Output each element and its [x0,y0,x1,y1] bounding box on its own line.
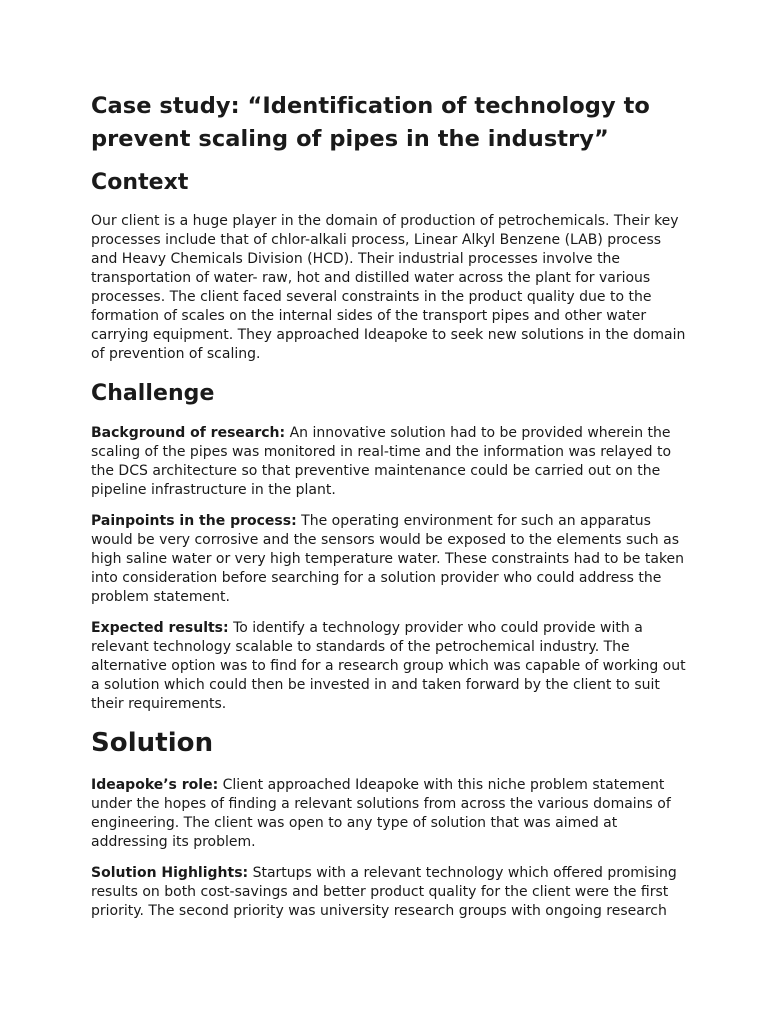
document-content [91,90,691,921]
background-of-research-label: Background of research: [91,425,286,441]
context-paragraph: Our client is a huge player in the domain of production of petrochemicals. Their key processes include that of chlor-alkali process, Linear Alkyl Benzene (LAB) process and Heavy Chemicals Division (HCD). Their industrial processes involve the transportation of water- raw, hot and distilled water across the plant for various processes. The client faced several constraints in the product quality due to the formation of scales on the internal sides of the transport pipes and other water carrying equipment. They approached Ideapoke to seek new solutions in the domain of prevention of scaling. [91,213,686,362]
expected-results-label: Expected results: [91,620,229,636]
painpoints-paragraph [91,512,691,607]
background-of-research-text: An innovative solution had to be provided wherein the scaling of the pipes was monitored in real-time and the information was relayed to the DCS architecture so that preventive maintenance could be carried out on the pipeline infrastructure in the plant. [91,425,672,498]
solution-highlights-text: Startups with a relevant technology which offered promising results on both cost-savings and better product quality for the client were the first priority. The second priority was university research groups with ongoing research [91,865,677,919]
ideapoke-role-label: Ideapoke’s role: [91,777,219,793]
section-heading-context: Context [91,170,189,195]
painpoints-label: Painpoints in the process: [91,513,297,529]
ideapoke-role-paragraph [91,776,691,852]
document-title: Case study: “Identification of technology to prevent scaling of pipes in the industry” [91,93,650,152]
painpoints-text: The operating environment for such an apparatus would be very corrosive and the sensors would be exposed to the elements such as high saline water or very high temperature water. These constraints had to be taken into consideration before searching for a solution provider who could address the problem statement. [91,513,685,605]
ideapoke-role-text: Client approached Ideapoke with this niche problem statement under the hopes of finding a relevant solutions from across the various domains of engineering. The client was open to any type of solution that was aimed at addressing its problem. [91,777,671,850]
expected-results-paragraph [91,619,691,714]
section-heading-solution: Solution [91,728,214,758]
expected-results-text: To identify a technology provider who could provide with a relevant technology scalable to standards of the petrochemical industry. The alternative option was to find for a research group which was capable of working out a solution which could then be invested in and taken forward by the client to suit their requirements. [91,620,686,712]
solution-highlights-label: Solution Highlights: [91,865,249,881]
background-of-research-paragraph [91,424,691,500]
solution-highlights-paragraph [91,864,691,921]
section-heading-challenge: Challenge [91,381,215,406]
